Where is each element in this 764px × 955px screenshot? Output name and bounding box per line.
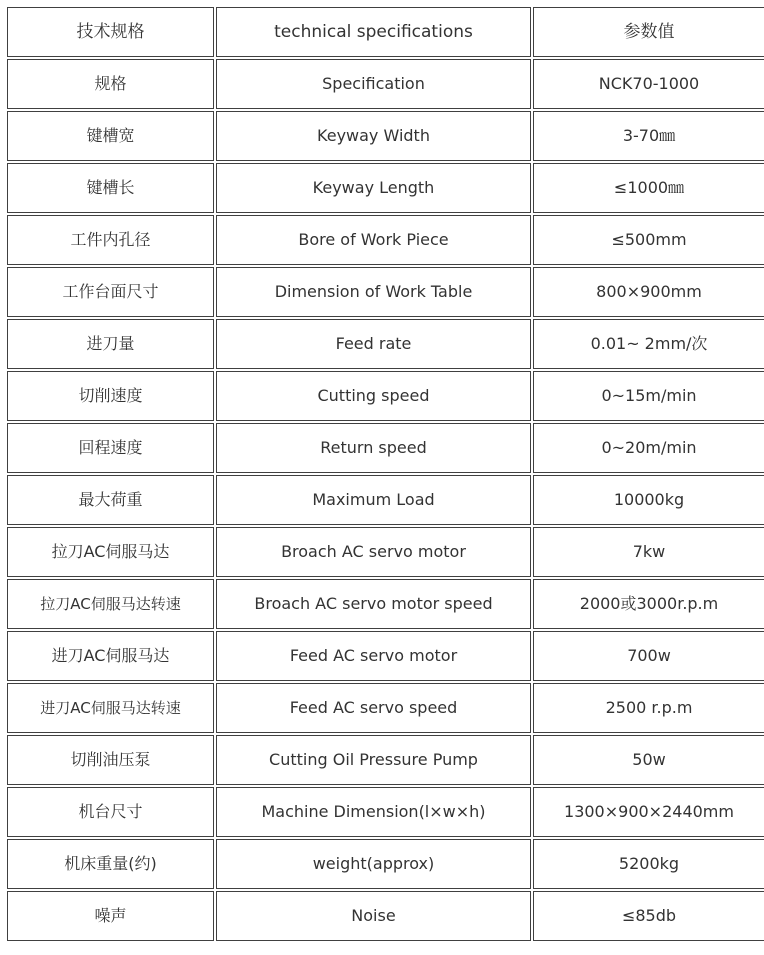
spec-name-cn-cell: 进刀量 bbox=[7, 319, 214, 369]
spec-value-cell: 0.01~ 2mm/次 bbox=[533, 319, 764, 369]
spec-name-cn-cell: 拉刀AC伺服马达转速 bbox=[7, 579, 214, 629]
table-row bbox=[7, 423, 764, 473]
table-row bbox=[7, 475, 764, 525]
spec-name-en-cell: Feed AC servo speed bbox=[216, 683, 531, 733]
spec-value-cell: ≤1000㎜ bbox=[533, 163, 764, 213]
spec-value-cell: 700w bbox=[533, 631, 764, 681]
table-row bbox=[7, 735, 764, 785]
spec-value-cell: 3-70㎜ bbox=[533, 111, 764, 161]
table-row bbox=[7, 839, 764, 889]
spec-value-cell: 800×900mm bbox=[533, 267, 764, 317]
spec-name-en-cell: Keyway Length bbox=[216, 163, 531, 213]
spec-value-cell: ≤500mm bbox=[533, 215, 764, 265]
table-row bbox=[7, 579, 764, 629]
table-row bbox=[7, 631, 764, 681]
spec-name-en-cell: Machine Dimension(l×w×h) bbox=[216, 787, 531, 837]
table-row bbox=[7, 111, 764, 161]
spec-name-cn-cell: 键槽宽 bbox=[7, 111, 214, 161]
spec-name-en-cell: Specification bbox=[216, 59, 531, 109]
spec-name-cn-cell: 噪声 bbox=[7, 891, 214, 941]
table-row bbox=[7, 59, 764, 109]
spec-name-cn-cell: 机台尺寸 bbox=[7, 787, 214, 837]
header-cn-cell: 技术规格 bbox=[7, 7, 214, 57]
table-row bbox=[7, 267, 764, 317]
spec-name-cn-cell: 机床重量(约) bbox=[7, 839, 214, 889]
spec-name-cn-cell: 切削速度 bbox=[7, 371, 214, 421]
spec-table-body bbox=[7, 7, 764, 941]
spec-name-en-cell: Feed rate bbox=[216, 319, 531, 369]
spec-value-cell: 10000kg bbox=[533, 475, 764, 525]
spec-name-en-cell: Broach AC servo motor speed bbox=[216, 579, 531, 629]
spec-name-cn-cell: 规格 bbox=[7, 59, 214, 109]
spec-value-cell: NCK70-1000 bbox=[533, 59, 764, 109]
spec-value-cell: 50w bbox=[533, 735, 764, 785]
header-en-cell: technical specifications bbox=[216, 7, 531, 57]
spec-value-cell: 5200kg bbox=[533, 839, 764, 889]
spec-value-cell: 2500 r.p.m bbox=[533, 683, 764, 733]
spec-name-cn-cell: 工件内孔径 bbox=[7, 215, 214, 265]
spec-name-cn-cell: 键槽长 bbox=[7, 163, 214, 213]
spec-value-cell: 0~15m/min bbox=[533, 371, 764, 421]
spec-name-en-cell: Dimension of Work Table bbox=[216, 267, 531, 317]
spec-value-cell: 2000或3000r.p.m bbox=[533, 579, 764, 629]
spec-name-en-cell: weight(approx) bbox=[216, 839, 531, 889]
spec-name-cn-cell: 进刀AC伺服马达转速 bbox=[7, 683, 214, 733]
spec-table bbox=[5, 5, 764, 943]
spec-value-cell: 7kw bbox=[533, 527, 764, 577]
spec-name-en-cell: Cutting Oil Pressure Pump bbox=[216, 735, 531, 785]
table-row bbox=[7, 319, 764, 369]
table-row bbox=[7, 787, 764, 837]
table-row bbox=[7, 371, 764, 421]
table-row bbox=[7, 163, 764, 213]
table-row bbox=[7, 527, 764, 577]
spec-name-en-cell: Feed AC servo motor bbox=[216, 631, 531, 681]
spec-name-en-cell: Keyway Width bbox=[216, 111, 531, 161]
table-row bbox=[7, 683, 764, 733]
spec-name-en-cell: Cutting speed bbox=[216, 371, 531, 421]
spec-name-cn-cell: 回程速度 bbox=[7, 423, 214, 473]
spec-value-cell: 0~20m/min bbox=[533, 423, 764, 473]
spec-name-cn-cell: 拉刀AC伺服马达 bbox=[7, 527, 214, 577]
spec-value-cell: 1300×900×2440mm bbox=[533, 787, 764, 837]
spec-name-en-cell: Bore of Work Piece bbox=[216, 215, 531, 265]
spec-value-cell: ≤85db bbox=[533, 891, 764, 941]
spec-name-cn-cell: 切削油压泵 bbox=[7, 735, 214, 785]
spec-name-en-cell: Maximum Load bbox=[216, 475, 531, 525]
spec-name-en-cell: Broach AC servo motor bbox=[216, 527, 531, 577]
table-row bbox=[7, 891, 764, 941]
spec-name-cn-cell: 工作台面尺寸 bbox=[7, 267, 214, 317]
spec-name-cn-cell: 进刀AC伺服马达 bbox=[7, 631, 214, 681]
spec-name-en-cell: Return speed bbox=[216, 423, 531, 473]
table-row bbox=[7, 215, 764, 265]
spec-name-en-cell: Noise bbox=[216, 891, 531, 941]
table-header-row bbox=[7, 7, 764, 57]
spec-name-cn-cell: 最大荷重 bbox=[7, 475, 214, 525]
header-value-cell: 参数值 bbox=[533, 7, 764, 57]
